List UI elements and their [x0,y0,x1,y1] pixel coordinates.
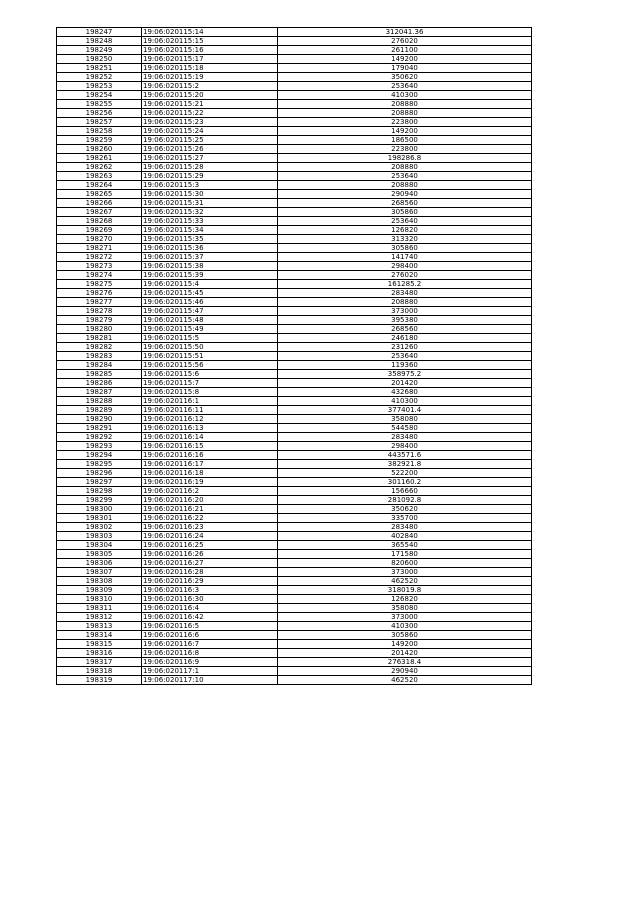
record-id-cell: 198318 [57,667,142,676]
cadastral-number-cell: 19:06:020116:6 [142,631,278,640]
table-row [57,514,532,523]
record-id-cell: 198255 [57,100,142,109]
table-row [57,676,532,685]
value-cell: 350620 [278,505,532,514]
value-cell: 201420 [278,379,532,388]
value-cell: 268560 [278,325,532,334]
table-row [57,415,532,424]
table-row [57,91,532,100]
table-row [57,253,532,262]
record-id-cell: 198271 [57,244,142,253]
data-table [56,27,532,685]
record-id-cell: 198285 [57,370,142,379]
cadastral-number-cell: 19:06:020115:36 [142,244,278,253]
value-cell: 382921.8 [278,460,532,469]
value-cell: 395380 [278,316,532,325]
value-cell: 522200 [278,469,532,478]
table-row [57,37,532,46]
cadastral-number-cell: 19:06:020115:28 [142,163,278,172]
cadastral-number-cell: 19:06:020116:13 [142,424,278,433]
cadastral-number-cell: 19:06:020116:14 [142,433,278,442]
value-cell: 208880 [278,298,532,307]
table-row [57,145,532,154]
record-id-cell: 198256 [57,109,142,118]
cadastral-number-cell: 19:06:020115:31 [142,199,278,208]
record-id-cell: 198261 [57,154,142,163]
record-id-cell: 198298 [57,487,142,496]
cadastral-number-cell: 19:06:020115:39 [142,271,278,280]
record-id-cell: 198286 [57,379,142,388]
cadastral-number-cell: 19:06:020116:28 [142,568,278,577]
value-cell: 305860 [278,631,532,640]
record-id-cell: 198303 [57,532,142,541]
record-id-cell: 198270 [57,235,142,244]
table-row [57,73,532,82]
record-id-cell: 198269 [57,226,142,235]
value-cell: 462520 [278,676,532,685]
cadastral-number-cell: 19:06:020115:14 [142,28,278,37]
record-id-cell: 198307 [57,568,142,577]
value-cell: 198286.8 [278,154,532,163]
cadastral-number-cell: 19:06:020116:12 [142,415,278,424]
table-row [57,190,532,199]
cadastral-number-cell: 19:06:020115:49 [142,325,278,334]
table-row [57,82,532,91]
record-id-cell: 198251 [57,64,142,73]
table-row [57,523,532,532]
table-row [57,496,532,505]
cadastral-number-cell: 19:06:020116:26 [142,550,278,559]
value-cell: 298400 [278,442,532,451]
cadastral-number-cell: 19:06:020116:15 [142,442,278,451]
table-row [57,343,532,352]
record-id-cell: 198265 [57,190,142,199]
cadastral-number-cell: 19:06:020115:50 [142,343,278,352]
value-cell: 350620 [278,73,532,82]
cadastral-number-cell: 19:06:020115:19 [142,73,278,82]
cadastral-number-cell: 19:06:020116:3 [142,586,278,595]
value-cell: 201420 [278,649,532,658]
value-cell: 141740 [278,253,532,262]
record-id-cell: 198305 [57,550,142,559]
cadastral-number-cell: 19:06:020117:10 [142,676,278,685]
value-cell: 290940 [278,667,532,676]
record-id-cell: 198275 [57,280,142,289]
cadastral-number-cell: 19:06:020115:46 [142,298,278,307]
record-id-cell: 198277 [57,298,142,307]
cadastral-number-cell: 19:06:020115:20 [142,91,278,100]
value-cell: 443571.6 [278,451,532,460]
cadastral-number-cell: 19:06:020116:25 [142,541,278,550]
value-cell: 208880 [278,100,532,109]
record-id-cell: 198252 [57,73,142,82]
record-id-cell: 198300 [57,505,142,514]
cadastral-number-cell: 19:06:020115:26 [142,145,278,154]
table-row [57,136,532,145]
record-id-cell: 198316 [57,649,142,658]
value-cell: 820600 [278,559,532,568]
record-id-cell: 198249 [57,46,142,55]
value-cell: 301160.2 [278,478,532,487]
table-row [57,442,532,451]
cadastral-number-cell: 19:06:020115:15 [142,37,278,46]
cadastral-number-cell: 19:06:020115:34 [142,226,278,235]
record-id-cell: 198259 [57,136,142,145]
cadastral-number-cell: 19:06:020116:30 [142,595,278,604]
value-cell: 208880 [278,181,532,190]
cadastral-number-cell: 19:06:020116:42 [142,613,278,622]
value-cell: 231260 [278,343,532,352]
table-row [57,109,532,118]
record-id-cell: 198268 [57,217,142,226]
record-id-cell: 198274 [57,271,142,280]
value-cell: 223800 [278,145,532,154]
value-cell: 298400 [278,262,532,271]
table-row [57,217,532,226]
cadastral-number-cell: 19:06:020115:22 [142,109,278,118]
cadastral-number-cell: 19:06:020116:22 [142,514,278,523]
table-row [57,55,532,64]
value-cell: 283480 [278,289,532,298]
value-cell: 365540 [278,541,532,550]
value-cell: 208880 [278,163,532,172]
table-row [57,451,532,460]
table-row [57,100,532,109]
cadastral-number-cell: 19:06:020115:38 [142,262,278,271]
value-cell: 126820 [278,226,532,235]
record-id-cell: 198266 [57,199,142,208]
value-cell: 276318.4 [278,658,532,667]
value-cell: 358080 [278,415,532,424]
value-cell: 276020 [278,37,532,46]
record-id-cell: 198290 [57,415,142,424]
table-row [57,334,532,343]
cadastral-number-cell: 19:06:020115:21 [142,100,278,109]
table-row [57,172,532,181]
value-cell: 283480 [278,523,532,532]
table-row [57,586,532,595]
table-row [57,478,532,487]
cadastral-number-cell: 19:06:020116:5 [142,622,278,631]
table-row [57,244,532,253]
cadastral-number-cell: 19:06:020115:6 [142,370,278,379]
record-id-cell: 198289 [57,406,142,415]
table-row [57,127,532,136]
cadastral-number-cell: 19:06:020115:8 [142,388,278,397]
table-row [57,532,532,541]
value-cell: 246180 [278,334,532,343]
cadastral-number-cell: 19:06:020115:24 [142,127,278,136]
record-id-cell: 198292 [57,433,142,442]
table-row [57,388,532,397]
cadastral-number-cell: 19:06:020115:48 [142,316,278,325]
table-row [57,541,532,550]
record-id-cell: 198273 [57,262,142,271]
record-id-cell: 198306 [57,559,142,568]
cadastral-number-cell: 19:06:020116:11 [142,406,278,415]
value-cell: 268560 [278,199,532,208]
value-cell: 402840 [278,532,532,541]
table-row [57,361,532,370]
record-id-cell: 198295 [57,460,142,469]
table-row [57,406,532,415]
cadastral-number-cell: 19:06:020115:23 [142,118,278,127]
record-id-cell: 198315 [57,640,142,649]
table-row [57,487,532,496]
record-id-cell: 198293 [57,442,142,451]
value-cell: 171580 [278,550,532,559]
table-row [57,379,532,388]
record-id-cell: 198258 [57,127,142,136]
value-cell: 126820 [278,595,532,604]
record-id-cell: 198278 [57,307,142,316]
cadastral-number-cell: 19:06:020116:27 [142,559,278,568]
value-cell: 119360 [278,361,532,370]
cadastral-number-cell: 19:06:020116:24 [142,532,278,541]
value-cell: 149200 [278,127,532,136]
table-row [57,208,532,217]
table-row [57,424,532,433]
record-id-cell: 198254 [57,91,142,100]
value-cell: 318019.8 [278,586,532,595]
record-id-cell: 198280 [57,325,142,334]
table-row [57,667,532,676]
cadastral-number-cell: 19:06:020116:2 [142,487,278,496]
cadastral-number-cell: 19:06:020116:20 [142,496,278,505]
value-cell: 253640 [278,217,532,226]
cadastral-number-cell: 19:06:020116:1 [142,397,278,406]
value-cell: 313320 [278,235,532,244]
value-cell: 161285.2 [278,280,532,289]
table-row [57,568,532,577]
table-row [57,298,532,307]
table-row [57,271,532,280]
value-cell: 544580 [278,424,532,433]
value-cell: 358080 [278,604,532,613]
cadastral-number-cell: 19:06:020116:23 [142,523,278,532]
value-cell: 410300 [278,622,532,631]
table-row [57,370,532,379]
cadastral-number-cell: 19:06:020116:18 [142,469,278,478]
table-row [57,640,532,649]
table-row [57,658,532,667]
cadastral-number-cell: 19:06:020116:17 [142,460,278,469]
table-row [57,559,532,568]
record-id-cell: 198272 [57,253,142,262]
value-cell: 276020 [278,271,532,280]
cadastral-number-cell: 19:06:020115:30 [142,190,278,199]
cadastral-number-cell: 19:06:020115:4 [142,280,278,289]
table-row [57,397,532,406]
cadastral-number-cell: 19:06:020117:1 [142,667,278,676]
record-id-cell: 198299 [57,496,142,505]
table-row [57,316,532,325]
value-cell: 377401.4 [278,406,532,415]
value-cell: 149200 [278,640,532,649]
record-id-cell: 198264 [57,181,142,190]
record-id-cell: 198281 [57,334,142,343]
value-cell: 335700 [278,514,532,523]
table-row [57,235,532,244]
record-id-cell: 198279 [57,316,142,325]
cadastral-number-cell: 19:06:020116:21 [142,505,278,514]
cadastral-number-cell: 19:06:020115:37 [142,253,278,262]
record-id-cell: 198301 [57,514,142,523]
cadastral-number-cell: 19:06:020115:3 [142,181,278,190]
value-cell: 281092.8 [278,496,532,505]
value-cell: 149200 [278,55,532,64]
record-id-cell: 198317 [57,658,142,667]
cadastral-number-cell: 19:06:020116:9 [142,658,278,667]
record-id-cell: 198291 [57,424,142,433]
cadastral-number-cell: 19:06:020115:32 [142,208,278,217]
cadastral-number-cell: 19:06:020115:5 [142,334,278,343]
record-id-cell: 198253 [57,82,142,91]
table-row [57,28,532,37]
table-row [57,550,532,559]
record-id-cell: 198247 [57,28,142,37]
record-id-cell: 198302 [57,523,142,532]
record-id-cell: 198304 [57,541,142,550]
cadastral-number-cell: 19:06:020115:29 [142,172,278,181]
record-id-cell: 198296 [57,469,142,478]
table-row [57,226,532,235]
table-row [57,64,532,73]
table-row [57,181,532,190]
table-row [57,352,532,361]
table-row [57,433,532,442]
table-row [57,595,532,604]
value-cell: 312041.36 [278,28,532,37]
record-id-cell: 198313 [57,622,142,631]
record-id-cell: 198310 [57,595,142,604]
cadastral-number-cell: 19:06:020116:16 [142,451,278,460]
table-row [57,604,532,613]
value-cell: 283480 [278,433,532,442]
table-body [57,28,532,685]
table-row [57,649,532,658]
table-row [57,622,532,631]
cadastral-number-cell: 19:06:020116:8 [142,649,278,658]
value-cell: 373000 [278,613,532,622]
record-id-cell: 198250 [57,55,142,64]
record-id-cell: 198309 [57,586,142,595]
record-id-cell: 198311 [57,604,142,613]
value-cell: 410300 [278,397,532,406]
cadastral-number-cell: 19:06:020115:45 [142,289,278,298]
record-id-cell: 198297 [57,478,142,487]
table-row [57,577,532,586]
cadastral-number-cell: 19:06:020115:16 [142,46,278,55]
value-cell: 156660 [278,487,532,496]
table-row [57,199,532,208]
value-cell: 373000 [278,568,532,577]
value-cell: 305860 [278,208,532,217]
table-row [57,46,532,55]
value-cell: 253640 [278,82,532,91]
value-cell: 186500 [278,136,532,145]
value-cell: 373000 [278,307,532,316]
value-cell: 305860 [278,244,532,253]
record-id-cell: 198248 [57,37,142,46]
cadastral-number-cell: 19:06:020116:19 [142,478,278,487]
value-cell: 358975.2 [278,370,532,379]
record-id-cell: 198314 [57,631,142,640]
cadastral-number-cell: 19:06:020115:2 [142,82,278,91]
cadastral-number-cell: 19:06:020116:29 [142,577,278,586]
value-cell: 432680 [278,388,532,397]
table-row [57,460,532,469]
table-row [57,631,532,640]
cadastral-number-cell: 19:06:020115:47 [142,307,278,316]
record-id-cell: 198312 [57,613,142,622]
table-row [57,307,532,316]
value-cell: 290940 [278,190,532,199]
cadastral-number-cell: 19:06:020116:4 [142,604,278,613]
record-id-cell: 198282 [57,343,142,352]
record-id-cell: 198288 [57,397,142,406]
record-id-cell: 198283 [57,352,142,361]
table-row [57,154,532,163]
table-row [57,325,532,334]
table-row [57,118,532,127]
value-cell: 253640 [278,352,532,361]
table-row [57,163,532,172]
cadastral-number-cell: 19:06:020116:7 [142,640,278,649]
cadastral-number-cell: 19:06:020115:25 [142,136,278,145]
value-cell: 410300 [278,91,532,100]
record-id-cell: 198308 [57,577,142,586]
record-id-cell: 198287 [57,388,142,397]
value-cell: 208880 [278,109,532,118]
cadastral-number-cell: 19:06:020115:7 [142,379,278,388]
record-id-cell: 198263 [57,172,142,181]
table-row [57,289,532,298]
cadastral-number-cell: 19:06:020115:27 [142,154,278,163]
cadastral-number-cell: 19:06:020115:35 [142,235,278,244]
table-row [57,262,532,271]
record-id-cell: 198319 [57,676,142,685]
value-cell: 223800 [278,118,532,127]
cadastral-number-cell: 19:06:020115:33 [142,217,278,226]
record-id-cell: 198257 [57,118,142,127]
cadastral-number-cell: 19:06:020115:18 [142,64,278,73]
record-id-cell: 198262 [57,163,142,172]
table-row [57,280,532,289]
value-cell: 253640 [278,172,532,181]
record-id-cell: 198276 [57,289,142,298]
record-id-cell: 198284 [57,361,142,370]
record-id-cell: 198267 [57,208,142,217]
record-id-cell: 198294 [57,451,142,460]
cadastral-number-cell: 19:06:020115:51 [142,352,278,361]
value-cell: 179040 [278,64,532,73]
value-cell: 462520 [278,577,532,586]
table-row [57,613,532,622]
cadastral-number-cell: 19:06:020115:56 [142,361,278,370]
table-row [57,469,532,478]
cadastral-number-cell: 19:06:020115:17 [142,55,278,64]
value-cell: 261100 [278,46,532,55]
record-id-cell: 198260 [57,145,142,154]
table-row [57,505,532,514]
